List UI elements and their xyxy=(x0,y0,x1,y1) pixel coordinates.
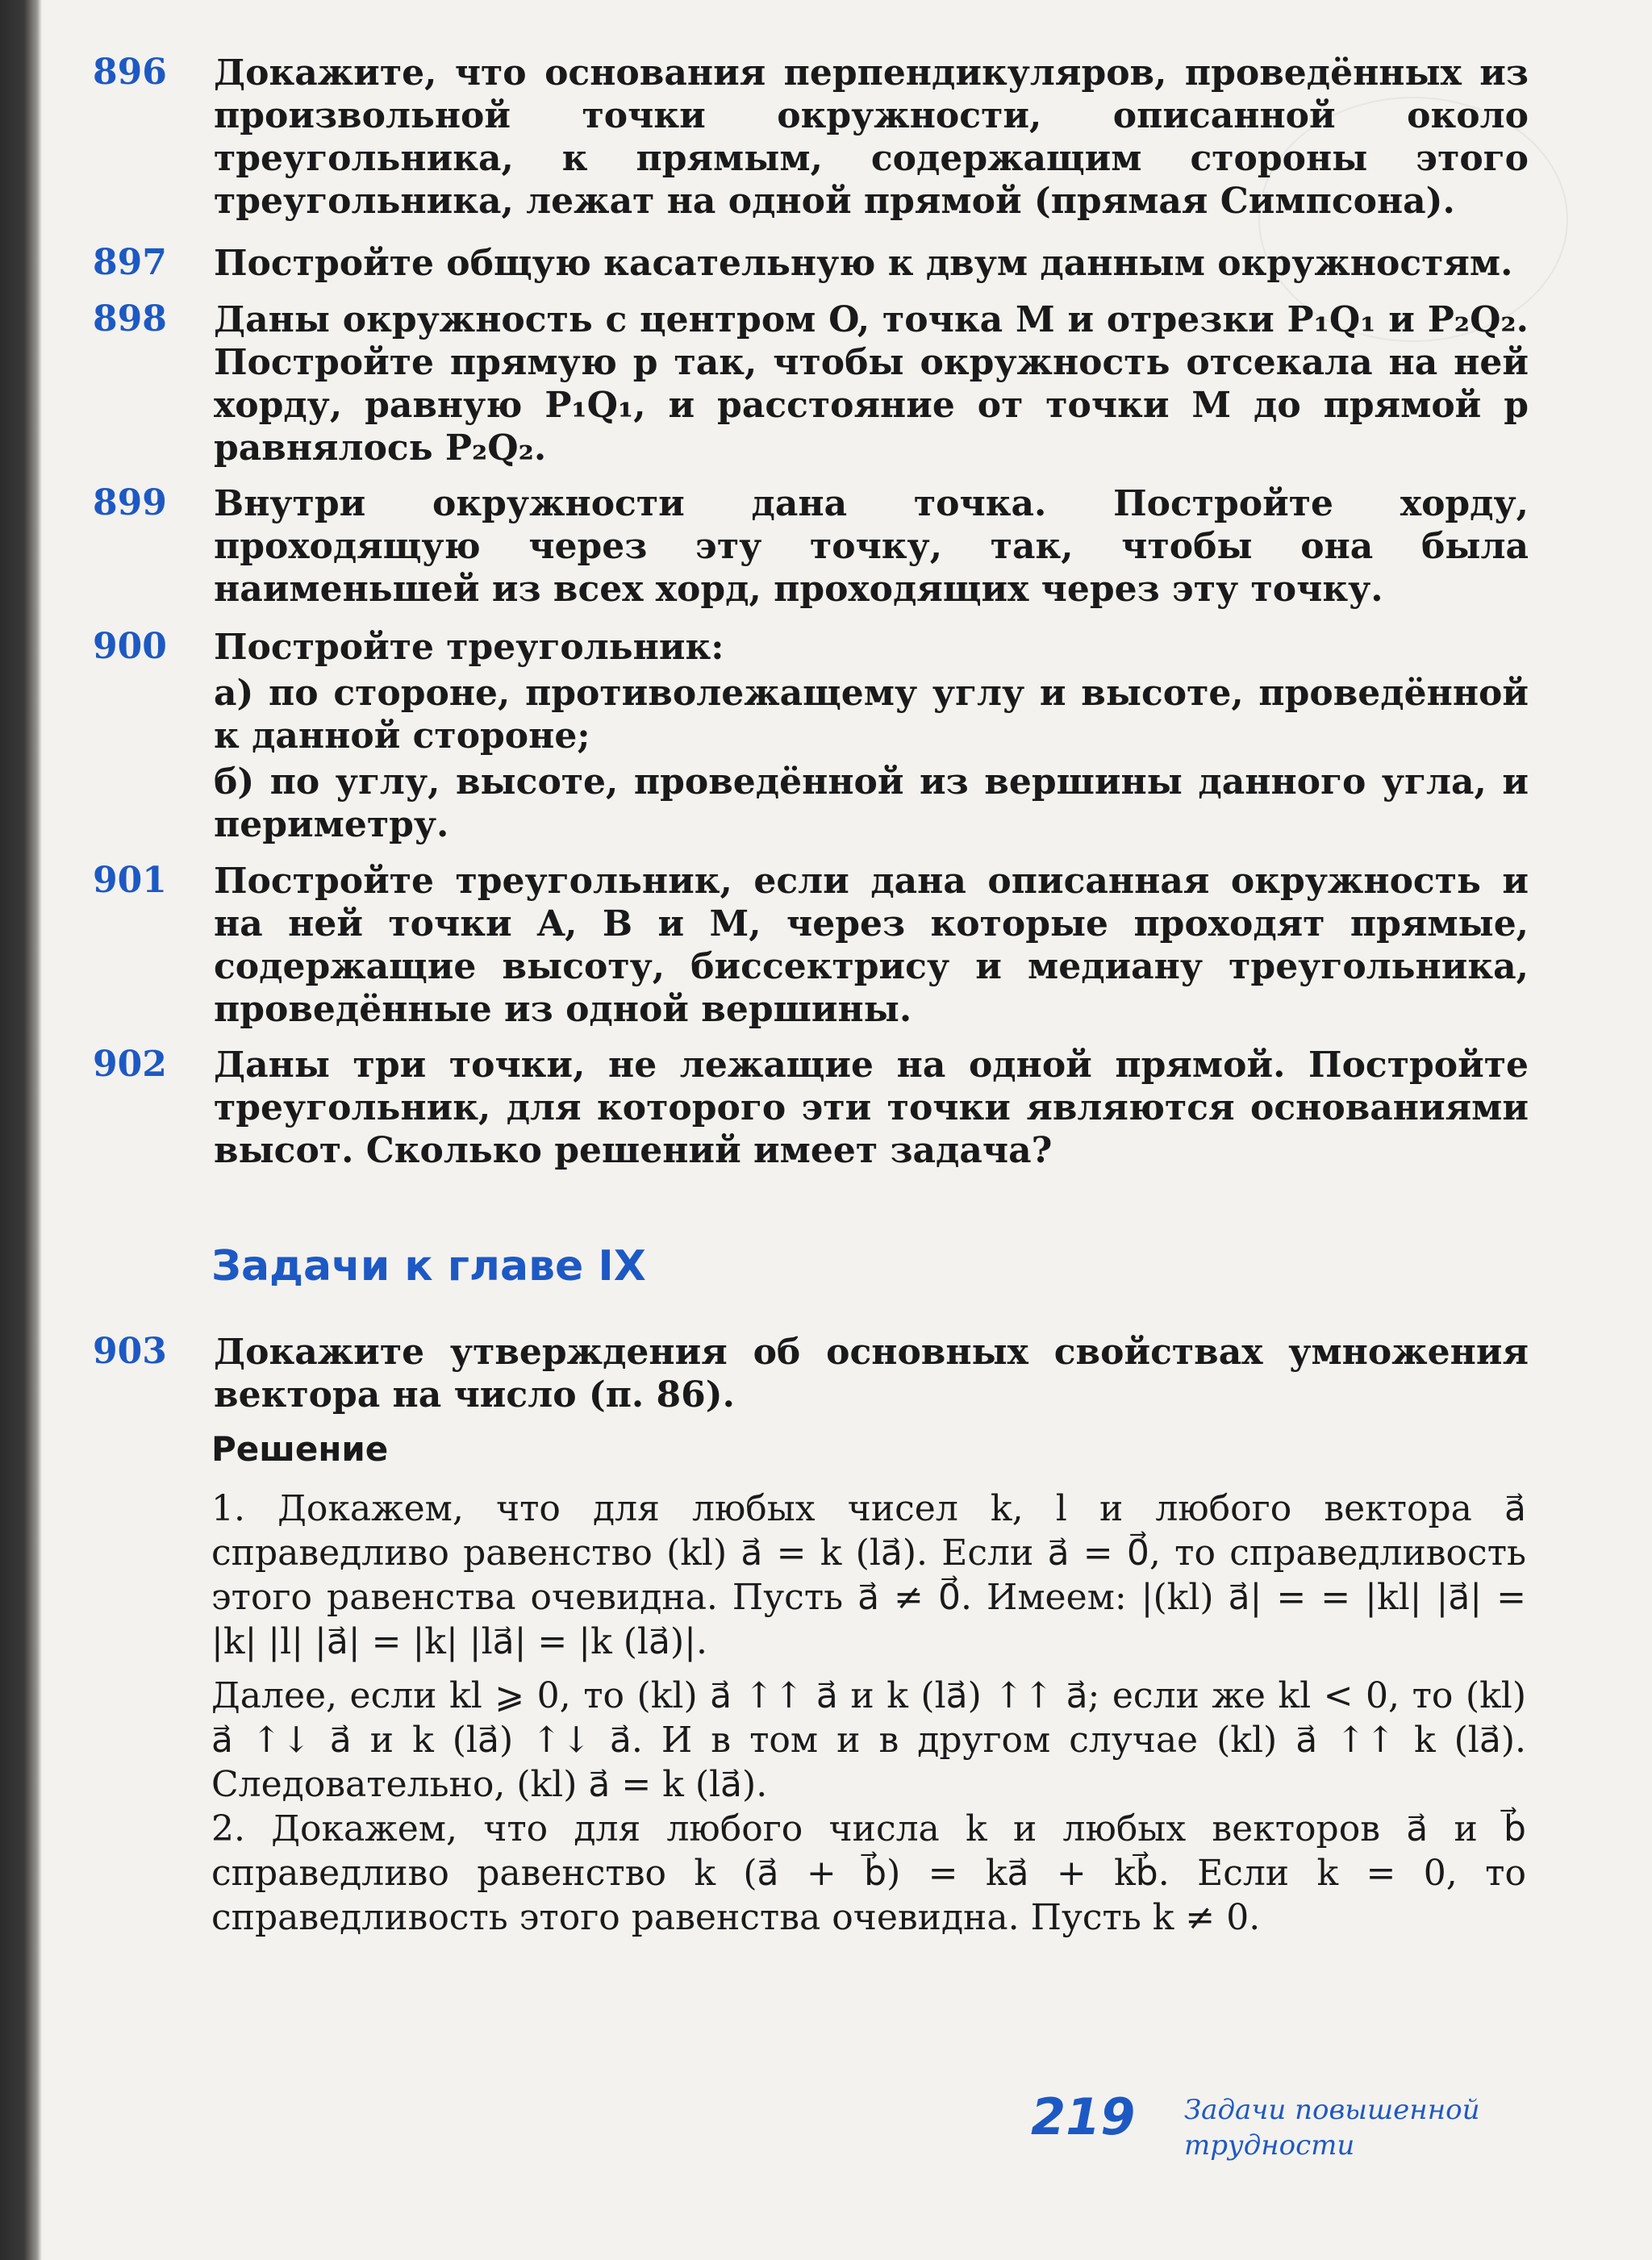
problem-number: 896 xyxy=(93,52,167,93)
page-number: 219 xyxy=(1031,2087,1136,2146)
page-binding-edge xyxy=(0,0,42,2260)
solution-heading: Решение xyxy=(211,1429,389,1469)
problem-number: 903 xyxy=(93,1331,167,1372)
problem-text: Докажите, что основания перпендикуляров, проведённых из произвольной точки окружности, описанной около треугольника, к прямым, содержащим стороны этого треугольника, лежат на одной прямой (прямая Симпсона). xyxy=(214,52,1529,222)
solution-paragraph-1: 1. Докажем, что для любых чисел k, l и любого вектора a⃗ справедливо равенство (kl) a⃗ = k (la⃗). Если a⃗ = 0⃗, то справедливость этого равенства очевидна. Пусть a⃗ ≠ 0⃗. Имеем: |(kl) a⃗| = = |kl| |a⃗| = |k| |l| |a⃗| = |k| |la⃗| = |k (la⃗)|. xyxy=(211,1488,1526,1662)
problem-text: Постройте треугольник: xyxy=(214,627,724,668)
problem-text: Докажите утверждения об основных свойствах умножения вектора на число (п. 86). xyxy=(214,1332,1529,1416)
problem-903 xyxy=(93,1331,1529,1416)
subitem-b: б) по углу, высоте, проведённой из вершины данного угла, и периметру. xyxy=(214,761,1529,845)
section-title: Задачи к главе IX xyxy=(211,1242,646,1291)
problem-text: Даны три точки, не лежащие на одной прямой. Постройте треугольник, для которого эти точки являются основаниями высот. Сколько решений имеет задача? xyxy=(214,1045,1529,1171)
problem-901 xyxy=(93,860,1529,1031)
problem-text: Постройте общую касательную к двум данным окружностям. xyxy=(214,243,1513,284)
subitem-a: а) по стороне, противолежащему углу и высоте, проведённой к данной стороне; xyxy=(214,673,1529,757)
problem-898 xyxy=(93,298,1529,469)
footer-note-line-1: Задачи повышенной xyxy=(1184,2094,1480,2126)
problem-902 xyxy=(93,1044,1529,1172)
problem-text: Постройте треугольник, если дана описанная окружность и на ней точки A, B и M, через которые проходят прямые, содержащие высоту, биссектрису и медиану треугольника, проведённые из одной вершины. xyxy=(214,861,1529,1030)
solution-block xyxy=(211,1429,1526,1940)
problem-number: 899 xyxy=(93,482,167,523)
problem-text: Даны окружность с центром O, точка M и отрезки P₁Q₁ и P₂Q₂. Постройте прямую p так, чтобы окружность отсекала на ней хорду, равную P₁Q₁, и расстояние от точки M до прямой p равнялось P₂Q₂. xyxy=(214,299,1529,469)
solution-paragraph-3: 2. Докажем, что для любого числа k и любых векторов a⃗ и b⃗ справедливо равенство k (a⃗ + b⃗) = ka⃗ + kb⃗. Если k = 0, то справедливость этого равенства очевидна. Пусть k ≠ 0. xyxy=(211,1808,1526,1938)
footer-note-line-2: трудности xyxy=(1184,2129,1355,2162)
problem-900 xyxy=(93,626,1529,846)
problem-number: 897 xyxy=(93,242,167,283)
problem-text: Внутри окружности дана точка. Постройте хорду, проходящую через эту точку, так, чтобы она была наименьшей из всех хорд, проходящих через эту точку. xyxy=(214,483,1529,610)
problem-899 xyxy=(93,482,1529,611)
problem-number: 900 xyxy=(93,626,167,667)
solution-paragraph-2: Далее, если kl ⩾ 0, то (kl) a⃗ ↑↑ a⃗ и k (la⃗) ↑↑ a⃗; если же kl < 0, то (kl) a⃗ ↑↓ a⃗ и k (la⃗) ↑↓ a⃗. И в том и в другом случае (kl) a⃗ ↑↑ k (la⃗). Следовательно, (kl) a⃗ = k (la⃗). xyxy=(211,1675,1526,1805)
problem-number: 901 xyxy=(93,860,167,901)
problem-number: 902 xyxy=(93,1044,167,1085)
problem-number: 898 xyxy=(93,298,167,340)
problem-896 xyxy=(93,52,1529,223)
problem-897 xyxy=(93,242,1529,285)
footer-section-note xyxy=(1184,2092,1479,2163)
